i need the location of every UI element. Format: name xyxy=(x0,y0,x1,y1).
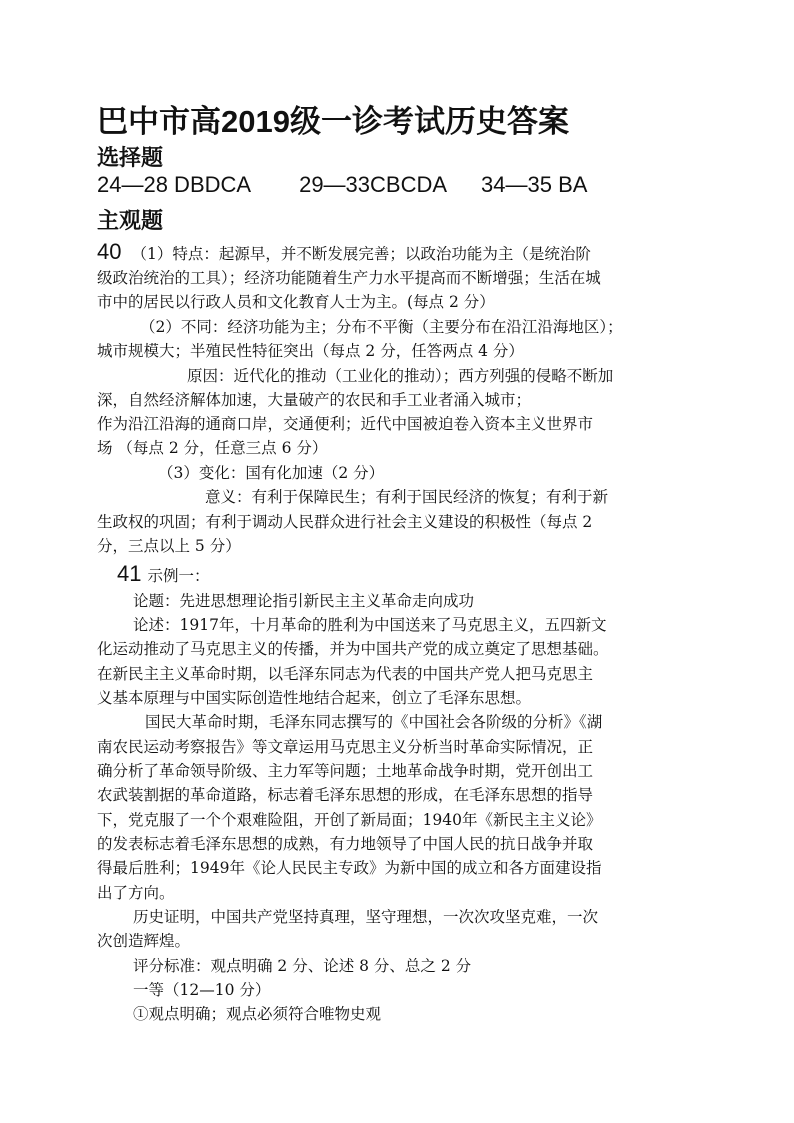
answer-group-3: 34—35 BA xyxy=(481,172,588,197)
section-heading-subjective: 主观题 xyxy=(97,208,164,233)
q41-header: 41 示例一： xyxy=(117,561,210,586)
question-number: 40 xyxy=(97,239,122,264)
q41-line-1: 论题：先进思想理论指引新民主主义革命走向成功 xyxy=(133,592,475,610)
answer-group-1: 24—28 DBDCA xyxy=(97,172,252,197)
q40-line-7: 深，自然经济解体加速，大量破产的农民和手工业者涌入城市； xyxy=(97,391,532,409)
q40-line-5: 城市规模大；半殖民性特征突出（每点 2 分，任答两点 4 分） xyxy=(97,342,524,360)
answer-group-2: 29—33CBCDA xyxy=(299,172,448,197)
question-number: 41 xyxy=(117,561,142,586)
q40-line-1: 40 （1）特点：起源早，并不断发展完善；以政治功能为主（是统治阶 xyxy=(97,239,591,264)
q40-line-13: 分，三点以上 5 分） xyxy=(97,537,241,555)
q41-line-15: 次创造辉煌。 xyxy=(97,932,191,950)
q41-line-9: 农武装割据的革命道路，标志着毛泽东思想的形成，在毛泽东思想的指导 xyxy=(97,786,594,804)
q40-line-8: 作为沿江沿海的通商口岸，交通便利；近代中国被迫卷入资本主义世界市 xyxy=(97,415,594,433)
q41-line-13: 出了方向。 xyxy=(97,884,175,902)
section-heading-choice: 选择题 xyxy=(97,145,164,170)
q41-line-8: 确分析了革命领导阶级、主力军等问题；土地革命战争时期，党开创出工 xyxy=(97,762,594,780)
q41-line-10: 下，党克服了一个个艰难险阻，开创了新局面；1940年《新民主主义论》 xyxy=(97,811,602,829)
q40-line-12: 生政权的巩固；有利于调动人民群众进行社会主义建设的积极性（每点 2 xyxy=(97,513,593,531)
q40-line-9: 场 （每点 2 分，任意三点 6 分） xyxy=(97,439,328,457)
q41-line-16: 评分标准：观点明确 2 分、论述 8 分、总之 2 分 xyxy=(133,957,472,975)
q41-line-7: 南农民运动考察报告》等文章运用马克思主义分析当时革命实际情况，正 xyxy=(97,738,594,756)
q41-line-3: 化运动推动了马克思主义的传播，并为中国共产党的成立奠定了思想基础。 xyxy=(97,640,609,658)
q40-line-4: （2）不同：经济功能为主；分布不平衡（主要分布在沿江沿海地区）； xyxy=(140,318,623,336)
q40-line-3: 市中的居民以行政人员和文化教育人士为主。(每点 2 分） xyxy=(97,293,495,311)
q41-line-18: ①观点明确；观点必须符合唯物史观 xyxy=(133,1005,382,1023)
q41-line-2: 论述：1917年，十月革命的胜利为中国送来了马克思主义，五四新文 xyxy=(133,616,607,634)
q41-line-17: 一等（12—10 分） xyxy=(133,981,271,999)
q40-line-10: （3）变化：国有化加速（2 分） xyxy=(158,464,385,482)
q41-line-14: 历史证明，中国共产党坚持真理，坚守理想，一次次攻坚克难，一次 xyxy=(133,908,599,926)
q40-line-6: 原因：近代化的推动（工业化的推动）；西方列强的侵略不断加 xyxy=(187,367,614,385)
choice-answers xyxy=(97,172,587,198)
q40-line-11: 意义：有利于保障民生；有利于国民经济的恢复；有利于新 xyxy=(205,488,609,506)
q41-line-4: 在新民主主义革命时期，以毛泽东同志为代表的中国共产党人把马克思主 xyxy=(97,665,594,683)
q41-line-5: 义基本原理与中国实际创造性地结合起来，创立了毛泽东思想。 xyxy=(97,689,532,707)
q41-line-12: 得最后胜利；1949年《论人民民主专政》为新中国的成立和各方面建设指 xyxy=(97,859,602,877)
q40-line-2: 级政治统治的工具）；经济功能随着生产力水平提高而不断增强；生活在城 xyxy=(97,269,601,287)
q41-line-11: 的发表标志着毛泽东思想的成熟，有力地领导了中国人民的抗日战争并取 xyxy=(97,835,594,853)
q41-line-6: 国民大革命时期，毛泽东同志撰写的《中国社会各阶级的分析》《湖 xyxy=(145,713,603,731)
page-title: 巴中市高2019级一诊考试历史答案 xyxy=(97,104,569,139)
